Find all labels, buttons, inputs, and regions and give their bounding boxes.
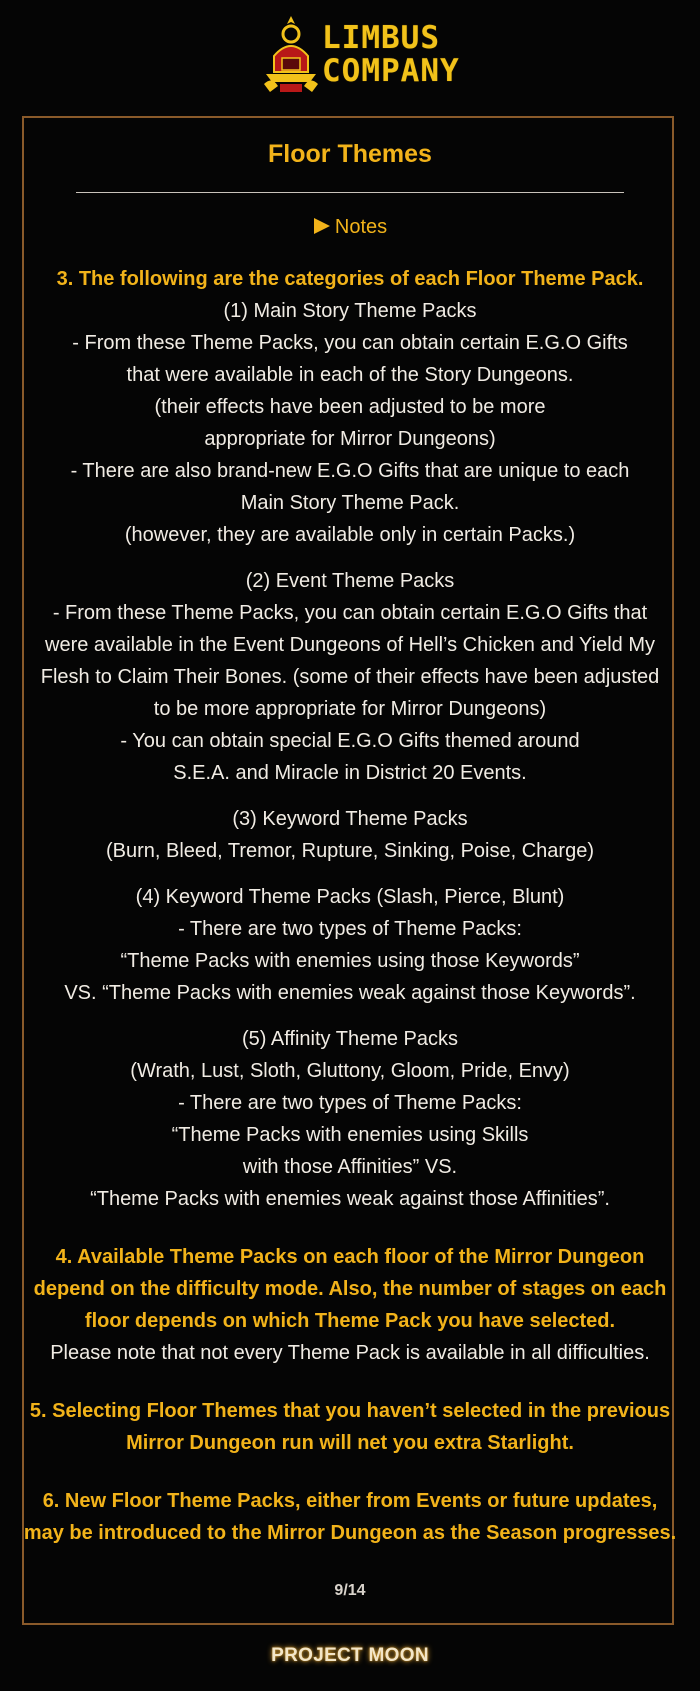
s3-2-line: to be more appropriate for Mirror Dungeons) [153,698,547,720]
spacer [22,1215,678,1241]
s3-5-line: “Theme Packs with enemies weak against those Affinities”. [90,1188,610,1210]
s3-4-line: - There are two types of Theme Packs: [178,918,522,940]
s3-1-line: (however, they are available only in certain Packs.) [124,524,576,546]
s3-4-line: VS. “Theme Packs with enemies weak against those Keywords”. [64,982,636,1004]
section-4-heading: depend on the difficulty mode. Also, the number of stages on each [33,1278,667,1300]
logo-line-2: COMPANY [322,53,460,89]
notes-text: Notes [334,216,388,238]
spacer [22,1009,678,1023]
s3-3-line: (Burn, Bleed, Tremor, Rupture, Sinking, Poise, Charge) [105,840,594,862]
spacer [22,1369,678,1395]
s3-2-line: S.E.A. and Miracle in District 20 Events. [173,762,527,784]
s3-2-line: Flesh to Claim Their Bones. (some of their effects have been adjusted [40,666,660,688]
s3-2-line: - You can obtain special E.G.O Gifts themed around [120,730,580,752]
s3-2-line: - From these Theme Packs, you can obtain certain E.G.O Gifts that [52,602,648,624]
play-triangle-icon [313,217,331,235]
section-5-heading: 5. Selecting Floor Themes that you haven’t selected in the previous [29,1400,671,1422]
notes-content [22,263,678,1549]
s3-4-line: (4) Keyword Theme Packs (Slash, Pierce, Blunt) [135,886,565,908]
project-moon-logo: PROJECT MOON [271,1645,429,1666]
page-title: Floor Themes [268,140,432,168]
header [0,0,700,110]
spacer [22,551,678,565]
spacer [22,789,678,803]
s3-1-line: - There are also brand-new E.G.O Gifts that are unique to each [70,460,630,482]
section-6-heading: may be introduced to the Mirror Dungeon as the Season progresses. [23,1522,677,1544]
s3-3-line: (3) Keyword Theme Packs [232,808,468,830]
s3-5-line: “Theme Packs with enemies using Skills [171,1124,529,1146]
section-3-heading: 3. The following are the categories of each Floor Theme Pack. [56,268,644,290]
s3-1-line: - From these Theme Packs, you can obtain certain E.G.O Gifts [72,332,628,354]
section-5-heading: Mirror Dungeon run will net you extra Starlight. [126,1432,574,1454]
s3-2-line: (2) Event Theme Packs [245,570,455,592]
s3-1-line: (their effects have been adjusted to be more [154,396,546,418]
s3-5-line: with those Affinities” VS. [242,1156,458,1178]
page-indicator: 9/14 [334,1582,366,1599]
section-4-note: Please note that not every Theme Pack is available in all difficulties. [50,1342,650,1364]
section-4-heading: floor depends on which Theme Pack you have selected. [84,1310,616,1332]
s3-2-line: were available in the Event Dungeons of Hell’s Chicken and Yield My [45,634,655,656]
logo-wordmark [322,20,460,89]
section-4-heading: 4. Available Theme Packs on each floor of the Mirror Dungeon [55,1246,645,1268]
s3-5-line: (5) Affinity Theme Packs [241,1028,458,1050]
logo-line-1: LIMBUS [322,20,440,56]
spacer [22,1459,678,1485]
s3-1-line: Main Story Theme Pack. [240,492,460,514]
notes-label [0,213,700,241]
s3-1-line: (1) Main Story Theme Packs [223,300,477,322]
section-6-heading: 6. New Floor Theme Packs, either from Events or future updates, [42,1490,658,1512]
title-divider [76,192,624,193]
s3-5-line: (Wrath, Lust, Sloth, Gluttony, Gloom, Pride, Envy) [130,1060,570,1082]
limbus-bell-emblem-icon [262,14,320,96]
s3-4-line: “Theme Packs with enemies using those Keywords” [120,950,580,972]
s3-1-line: that were available in each of the Story Dungeons. [126,364,574,386]
s3-1-line: appropriate for Mirror Dungeons) [204,428,496,450]
spacer [22,867,678,881]
s3-5-line: - There are two types of Theme Packs: [178,1092,522,1114]
limbus-company-logo [262,14,460,96]
